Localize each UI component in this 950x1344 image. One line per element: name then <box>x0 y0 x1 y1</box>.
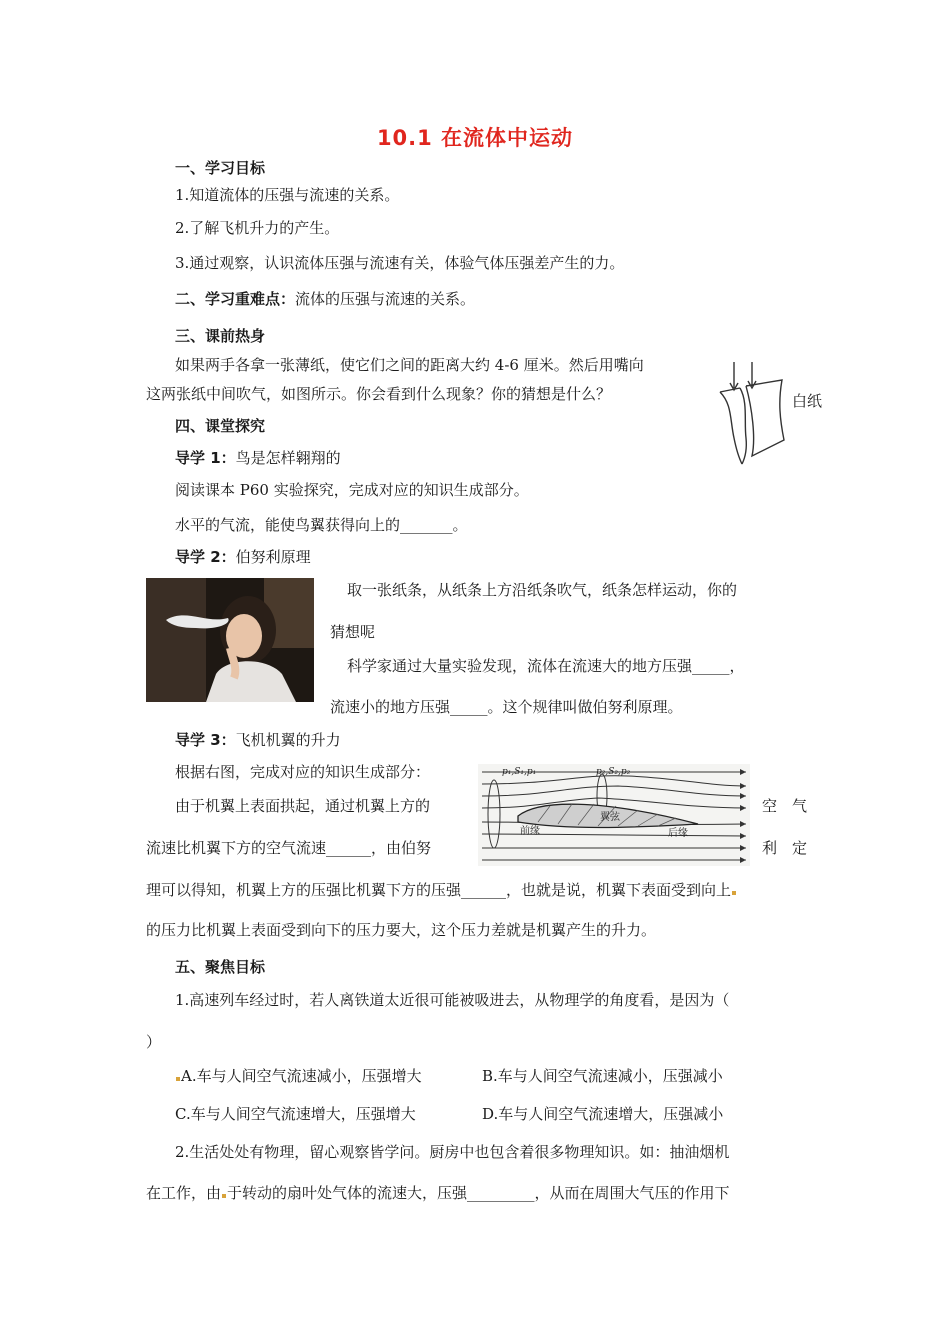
guide-3-label: 导学 3： <box>175 731 236 749</box>
guide-3-line-4-text: 理可以得知，机翼上方的压强比机翼下方的压强______，也就是说，机翼下表面受到向上 <box>146 881 732 899</box>
warmup-line-2: 这两张纸中间吹气，如图所示。你会看到什么现象？你的猜想是什么？ <box>146 385 612 403</box>
guide-1-line-1: 阅读课本 P60 实验探究，完成对应的知识生成部分。 <box>175 481 529 499</box>
key-points-text: 流体的压强与流速的关系。 <box>295 290 476 308</box>
goal-item-2: 2.了解飞机升力的产生。 <box>175 219 340 237</box>
guide-2-label: 导学 2： <box>175 548 236 566</box>
section-heading-explore: 四、课堂探究 <box>175 417 266 435</box>
q1-option-d: D.车与人间空气流速增大，压强减小 <box>482 1105 724 1123</box>
fig-label-p1: p₁,S₁,p₁ <box>502 767 537 777</box>
section-heading-key: 二、学习重难点： <box>175 290 296 308</box>
guide-1-title <box>175 448 341 468</box>
guide-2-line-2: 猜想呢 <box>330 623 376 641</box>
marker-icon <box>222 1194 226 1198</box>
section-heading-goals: 一、学习目标 <box>175 159 266 177</box>
fig-label-trailing: 后缘 <box>668 828 688 839</box>
guide-2-line-4: 流速小的地方压强_____。这个规律叫做伯努利原理。 <box>330 698 683 716</box>
goal-item-3: 3.通过观察，认识流体压强与流速有关，体验气体压强差产生的力。 <box>175 254 625 272</box>
guide-3-line-1: 根据右图，完成对应的知识生成部分： <box>175 763 431 781</box>
guide-3-line-3a: 流速比机翼下方的空气流速______，由伯努 <box>146 839 432 857</box>
guide-2-title <box>175 547 311 567</box>
q1-option-b: B.车与人间空气流速减小，压强减小 <box>482 1067 723 1085</box>
fig-label-leading: 前缘 <box>520 826 540 837</box>
key-points <box>175 289 475 309</box>
q1-option-c: C.车与人间空气流速增大，压强增大 <box>175 1105 416 1123</box>
guide-3-line-3b: 利 定 <box>762 839 808 857</box>
q1-line-2: ） <box>146 1033 162 1051</box>
guide-3-title-text: 飞机机翼的升力 <box>235 731 341 749</box>
fig-label-p2: p₂,S₂,p₂ <box>596 767 631 777</box>
paper-figure <box>712 358 832 470</box>
guide-3-line-5: 的压力比机翼上表面受到向下的压力要大，这个压力差就是机翼产生的升力。 <box>146 921 657 939</box>
girl-blowing-paper-photo <box>146 578 314 702</box>
section-heading-warmup: 三、课前热身 <box>175 327 266 345</box>
q2-line-1: 2.生活处处有物理，留心观察皆学问。厨房中也包含着很多物理知识。如：抽油烟机 <box>175 1143 730 1161</box>
q1-option-a <box>175 1066 422 1086</box>
guide-2-title-text: 伯努利原理 <box>235 548 311 566</box>
section-heading-focus: 五、聚焦目标 <box>175 958 266 976</box>
guide-3-title <box>175 730 341 750</box>
goal-item-1: 1.知道流体的压强与流速的关系。 <box>175 186 400 204</box>
paper-label: 白纸 <box>792 392 823 410</box>
guide-3-line-2a: 由于机翼上表面拱起，通过机翼上方的 <box>175 797 431 815</box>
guide-3-line-2b: 空 气 <box>762 797 808 815</box>
q2-line-2a: 在工作，由 <box>146 1184 222 1202</box>
page-title: 10.1 在流体中运动 <box>376 126 574 150</box>
guide-1-label: 导学 1： <box>175 449 236 467</box>
guide-2-line-3: 科学家通过大量实验发现，流体在流速大的地方压强_____， <box>347 657 745 675</box>
q2-line-2b: 于转动的扇叶处气体的流速大，压强_________，从而在周围大气压的作用下 <box>227 1184 730 1202</box>
marker-icon <box>732 891 736 895</box>
q1-option-a-text: A.车与人间空气流速减小，压强增大 <box>181 1067 422 1085</box>
q1-line-1: 1.高速列车经过时，若人离铁道太近很可能被吸进去，从物理学的角度看，是因为（ <box>175 991 730 1009</box>
marker-icon <box>176 1077 180 1081</box>
warmup-line-1: 如果两手各拿一张薄纸，使它们之间的距离大约 4-6 厘米。然后用嘴向 <box>175 356 644 374</box>
guide-2-line-1: 取一张纸条，从纸条上方沿纸条吹气，纸条怎样运动，你的 <box>347 581 738 599</box>
guide-1-title-text: 鸟是怎样翱翔的 <box>235 449 341 467</box>
fig-label-chord: 翼弦 <box>600 812 620 823</box>
guide-3-line-4 <box>146 880 737 900</box>
photo-drawing <box>146 578 314 702</box>
q2-line-2 <box>146 1183 730 1203</box>
airfoil-figure <box>478 764 750 866</box>
guide-1-line-2: 水平的气流，能使鸟翼获得向上的_______。 <box>175 516 468 534</box>
